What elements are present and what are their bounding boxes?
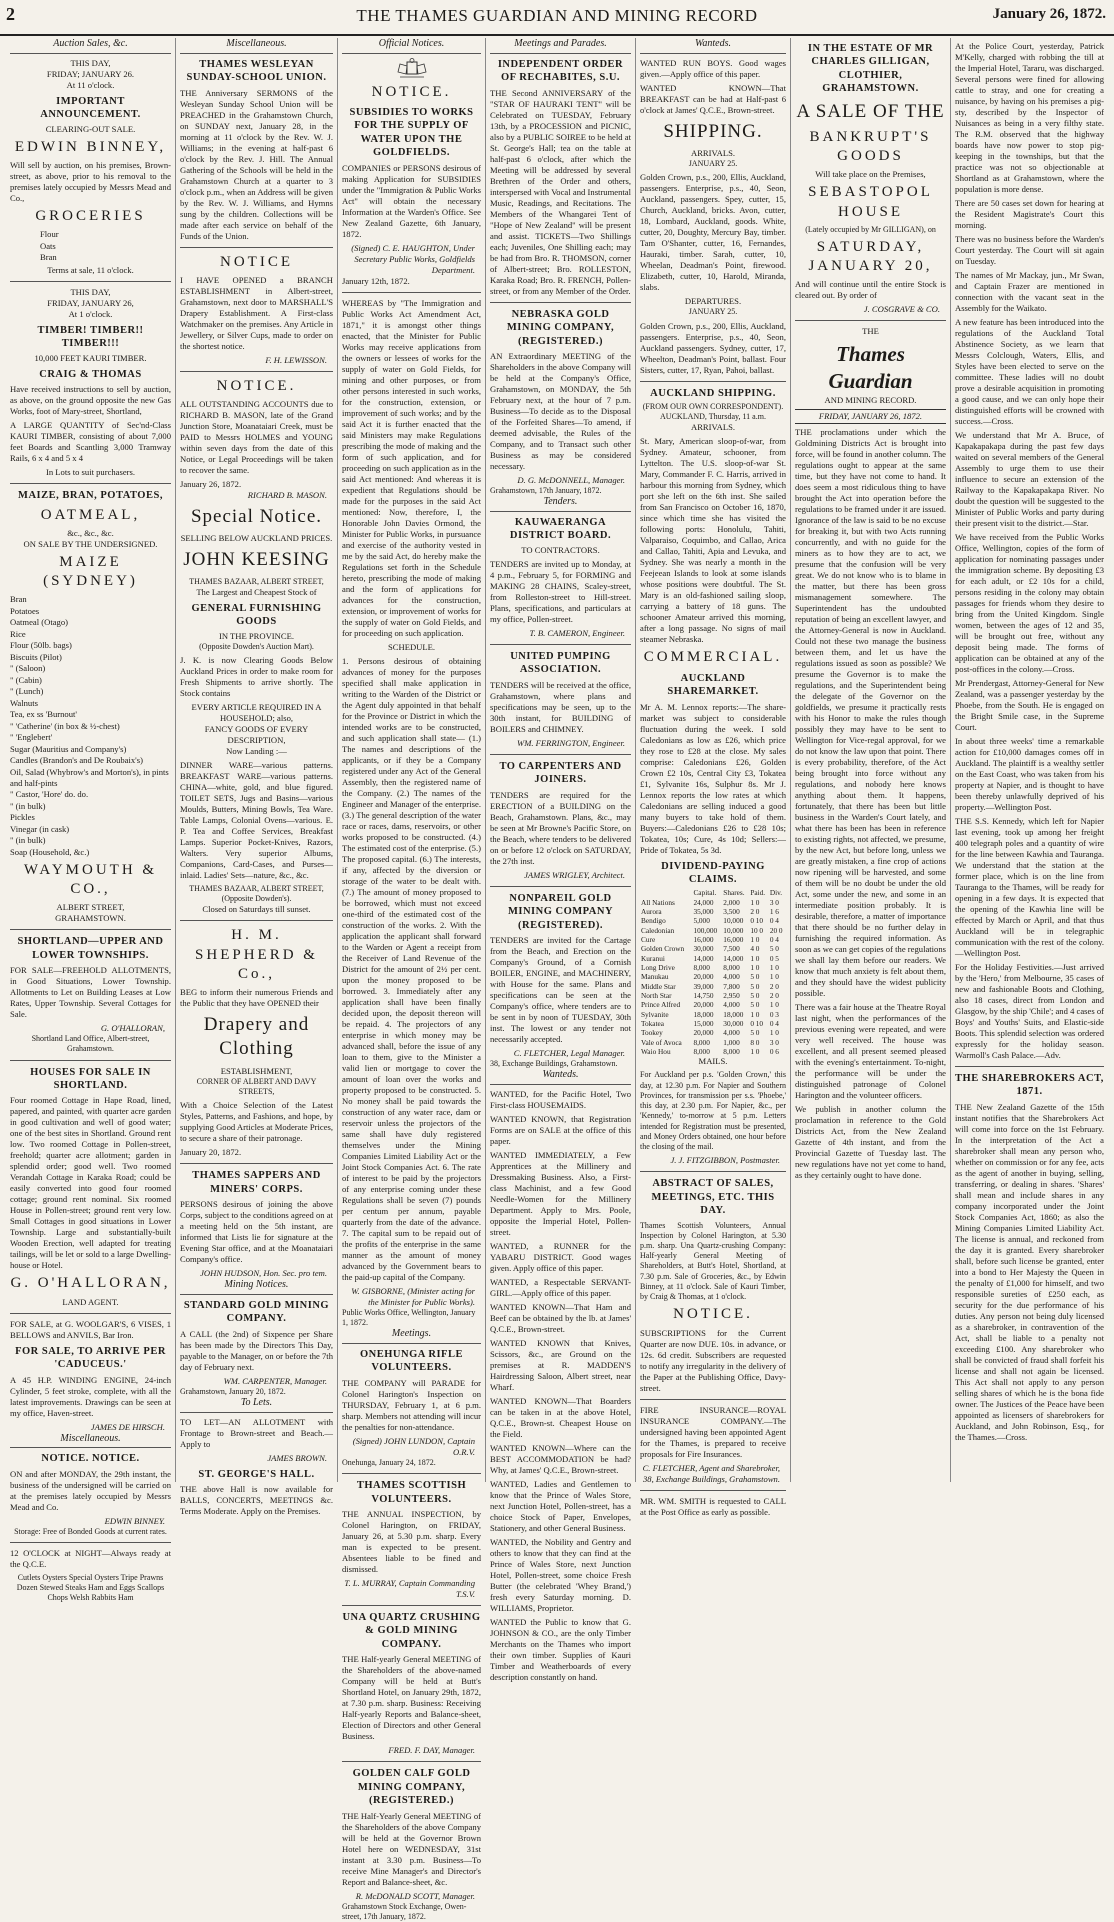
table-row: Prince Alfred 20,000 4,000 5 0 1 0 bbox=[641, 1000, 779, 1010]
list-item: Potatoes bbox=[10, 605, 40, 616]
ad-heading: MAIZE, BRAN, POTATOES, bbox=[18, 490, 163, 502]
ad-text: THE ANNUAL INSPECTION, by Colonel Harington, on FRIDAY, January 26, at 5.30 p.m. sharp. Every man is expected to be present. Absentees liable to be fined and dismissed. bbox=[342, 1508, 481, 1574]
table-row: Sylvanite 18,000 18,000 1 0 0 3 bbox=[641, 1009, 779, 1019]
newspaper-title: THE THAMES GUARDIAN AND MINING RECORD bbox=[356, 6, 758, 25]
list-item: Pickles bbox=[10, 812, 35, 823]
ad-signature: JOHN HUDSON, Hon. Sec. pro tem. bbox=[200, 1268, 327, 1279]
ad-text: FIRE INSURANCE—ROYAL INSURANCE COMPANY.—The undersigned having been appointed Agent for the Thames, is prepared to receive proposals for Fire Insurances. bbox=[640, 1404, 786, 1459]
section-heading: To Lets. bbox=[180, 1397, 333, 1413]
ad-signature: D. G. McDONNELL, Manager. bbox=[517, 474, 625, 485]
editorial-date: FRIDAY, JANUARY 26, 1872. bbox=[795, 409, 946, 424]
abstract-text: Thames Scottish Volunteers, Annual Inspection by Colonel Harington, at 5.30 p.m. sharp. Una Quartz-crushing Company: Half-yearly General Meeting of Shareholders, at Butt's Hotel, Shortland, at 7.30 p.m. Sale of Groceries, &c., by Edwin Binney, at 11 o'clock. Sale of Kauri Timber, by Craig & Thomas, at 1 o'clock. bbox=[640, 1220, 786, 1302]
table-row: Waio Hou 8,000 8,000 1 0 0 6 bbox=[641, 1047, 779, 1056]
ad-text: A LARGE QUANTITY of Sec'nd-Class KAURI TIMBER, consisting of about 7,000 feet Boards and Scantling 3,000 Tramway Rails, 6 x 4 and 5 x 4 bbox=[10, 420, 171, 464]
ad-signature: FRED. F. DAY, Manager. bbox=[388, 1745, 475, 1756]
ad-date: Grahamstown, January 20, 1872. bbox=[180, 1386, 286, 1396]
list-item: Rice bbox=[10, 628, 26, 639]
list-item: " (Cabin) bbox=[10, 674, 42, 685]
table-row: Tokatea 15,000 30,000 0 10 0 4 bbox=[641, 1019, 779, 1029]
list-item: Oats bbox=[40, 240, 56, 251]
table-row: North Star 14,750 2,950 5 0 2 0 bbox=[641, 991, 779, 1001]
section-heading: Meetings. bbox=[342, 1328, 481, 1344]
news-paragraph: The names of Mr Mackay, jun., Mr Swan, and Captain Frazer are mentioned in connection with the vacant seat in the Assembly for the Waikato. bbox=[955, 270, 1104, 313]
list-item: Soap (Household, &c.) bbox=[10, 846, 90, 857]
section-heading: Miscellaneous. bbox=[180, 38, 333, 54]
ad-heading: NONPAREIL GOLD MINING COMPANY (REGISTERED). bbox=[507, 892, 614, 931]
ad-signature: R. McDONALD SCOTT, Manager. bbox=[355, 1890, 475, 1901]
list-item: Oatmeal (Otago) bbox=[10, 617, 68, 628]
news-text: Mr A. M. Lennox reports:—The share-market was subject to considerable fluctuation during the week. I sold Caledonians as low as £26, which price they rose to £28 at the close. My sales comprise: Caledonians £26, Golden Crown £2 10s, Central City £3, Tokatea £1, Sylvanite 16s, Sulphur 8s. Mr J. Lennox reports the low rates at which Caledonians are selling induced a good many buyers to take hold of them. Buyers:—Caledonians £26 to £28 10s; Tokatea, 10s; Cure, 4s 10d; Sellers:—Pride of Tokatea, 5s 3d. bbox=[640, 701, 786, 855]
list-item: Biscuits (Pilot) bbox=[10, 651, 62, 662]
section-heading: Official Notices. bbox=[342, 38, 481, 54]
auctioneer-name: EDWIN BINNEY, bbox=[14, 138, 167, 155]
ad-heading: THAMES WESLEYAN SUNDAY-SCHOOL UNION. bbox=[186, 58, 327, 84]
ad-address: THAMES BAZAAR, ALBERT STREET, bbox=[189, 576, 324, 586]
ad-text: A CALL (the 2nd) of Sixpence per Share has been made by the Directors This Day, payable to the Manager, on or before the 7th day of February next. bbox=[180, 1328, 333, 1372]
news-paragraph: Mr Prendergast, Attorney-General for New Zealand, was a passenger yesterday by the Phoebe, from the South. He is engaged on the Bright Smile case, in the Supreme Court. bbox=[955, 678, 1104, 732]
ad-heading: GOLDEN CALF GOLD MINING COMPANY, (REGISTERED.) bbox=[352, 1768, 471, 1807]
wanted-ad: WANTED, a RUNNER for the YABARU DISTRICT. Good wages given. Apply office of this paper. bbox=[490, 1240, 631, 1273]
ad-heading: HOUSES FOR SALE IN SHORTLAND. bbox=[30, 1066, 151, 1092]
list-item: " Castor, 'Hore' do. do. bbox=[10, 789, 89, 800]
ad-name: JOHN KEESING bbox=[183, 549, 330, 571]
page-number: 2 bbox=[6, 4, 15, 24]
wanted-ad: WANTED RUN BOYS. Good wages given.—Apply office of this paper. bbox=[640, 57, 786, 79]
ad-date: Onehunga, January 24, 1872. bbox=[342, 1457, 436, 1467]
ad-text: PERSONS desirous of joining the above Corps, subject to the conditions agreed on at a meeting held on the 5th instant, are informed that Lists lie for signature at the Evening Star office, and at the Moanataiari Company's office. bbox=[180, 1199, 333, 1265]
ad-text: FOR SALE—FREEHOLD ALLOTMENTS, in Good Situations, Lower Township. Allotments to Let on Building Leases at Low Rates, Upper Township. Several Cottages for Sale. bbox=[10, 965, 171, 1020]
ad-text: DINNER WARE—various patterns. BREAKFAST WARE—various patterns. CHINA—white, gold, and blue figured. TOILET SETS, Jugs and Basins—various Moulds, Butters, Mining Bowls, Tea Ware. Table Lamps, Colonial Ovens—various. E. P. Tea and Coffee Services, Breakfast Lamps. Superior Pocket-Knives, Razors, Walters. Very superior Albums, Companions, Card-Cases, and Purses—inlaid. Ladies' Sets—nature, &c., &c. bbox=[180, 760, 333, 881]
ad-text: AN Extraordinary MEETING of the Shareholders in the above Company will be held at the Company's Office, Grahamstown, on MONDAY, the 5th February next, at the hour of 7 p.m. Business—To decide as to the Disposal of the Forfeited Shares—To amend, if deemed advisable, the Rules of the Company, and to Transact such other Business as may be considered necessary. bbox=[490, 350, 631, 471]
schedule-heading: SCHEDULE. bbox=[387, 641, 436, 652]
list-item: Bran bbox=[10, 594, 27, 605]
news-paragraph: There are 50 cases set down for hearing at the Resident Magistrate's Court this morning. bbox=[955, 198, 1104, 230]
article-heading: THE SHAREBROKERS ACT, 1871. bbox=[955, 1073, 1104, 1098]
table-row: Cure 16,000 16,000 1 0 0 4 bbox=[641, 935, 779, 945]
table-header-row: Capital. Shares. Paid. Div. bbox=[693, 888, 783, 898]
table-row: Middle Star 39,000 7,800 5 0 2 0 bbox=[641, 981, 779, 991]
ad-terms: Terms at sale, 11 o'clock. bbox=[47, 265, 134, 276]
ad-role: LAND AGENT. bbox=[62, 1296, 119, 1307]
ad-text: Closed on Saturdays till sunset. bbox=[202, 904, 311, 915]
ad-text: ON and after MONDAY, the 29th instant, the business of the undersigned will be carried on at the premises lately occupied by Messrs Mead and Co. bbox=[10, 1468, 171, 1512]
ad-date: Grahamstown Stock Exchange, Owen-street, 17th January, 1872. bbox=[342, 1901, 467, 1921]
paper-the: THE bbox=[862, 326, 879, 337]
ad-date: January 12th, 1872. bbox=[342, 275, 410, 286]
table-row: Long Drive 8,000 8,000 1 0 1 0 bbox=[641, 963, 779, 973]
list-item: Flour (50lb. bags) bbox=[10, 640, 72, 651]
editorial-text: We publish in another column the proclamation in reference to the Gold Districts Act, from the New Zealand Gazette of 4th instant, and from the Provincial Gazette of Tuesday last. The new regulations have not yet come to hand, as they certainly ought to have done. bbox=[795, 1104, 946, 1181]
ad-text: THE Anniversary SERMONS of the Wesleyan Sunday School Union will be PREACHED in the Grahamstown Church, on SUNDAY next, January 28, in the morning at 11 o'clock by the Rev. W. J. Williams; in the evening at half-past 6 o'clock by the Rev. J. Hill. The Annual Gathering of the Schools will be held in the Grahamstown Church at a quarter to 3 o'clock p.m., when an Address will be given by the Rev. W. J. Williams, and Hymns sung by the children. Collections will be made after each service on behalf of the Funds of the Union. bbox=[180, 87, 333, 241]
table-row: Manukau 20,000 4,000 5 0 1 0 bbox=[641, 972, 779, 982]
ad-heading: THAMES SAPPERS AND MINERS' CORPS. bbox=[192, 1170, 321, 1195]
wanted-ad: WANTED IMMEDIATELY, a Few Apprentices at the Millinery and Dressmaking Business. Also, a First-class Machinist, and a few Good Needle-Women for the Millinery Department. Apply to Mrs. Poole, opposite the Imperial Hotel, Pollen-street. bbox=[490, 1149, 631, 1237]
commercial-heading: COMMERCIAL. bbox=[643, 649, 783, 666]
table-row: Tookey 20,000 4,000 5 0 1 0 bbox=[641, 1028, 779, 1038]
mails-heading: MAILS. bbox=[698, 1056, 728, 1067]
list-item: Bran bbox=[40, 252, 57, 263]
ad-address: CORNER OF ALBERT AND DAVY STREETS, bbox=[196, 1076, 317, 1096]
issue-date: January 26, 1872. bbox=[992, 6, 1106, 22]
wanted-ad: WANTED KNOWN—That BREAKFAST can be had at Half-past 6 o'clock at James' Q.C.E., Brown-street. bbox=[640, 82, 786, 115]
section-heading: Auction Sales, &c. bbox=[10, 38, 171, 54]
list-item: " (Saloon) bbox=[10, 663, 46, 674]
ad-heading: STANDARD GOLD MINING COMPANY. bbox=[183, 1299, 330, 1325]
list-item: Oil, Salad (Whybrow's and Morton's), in pints and half-pints bbox=[10, 766, 169, 788]
ad-heading: KAUWAERANGA DISTRICT BOARD. bbox=[509, 517, 612, 542]
ad-text: FOR SALE, at G. WOOLGAR'S, 6 VISES, 1 BELLOWS and ANVILS, Bar Iron. bbox=[10, 1318, 171, 1340]
ad-display-word: BANKRUPT'S GOODS bbox=[809, 129, 932, 165]
ad-text: TENDERS are required for the ERECTION of a BUILDING on the Beach, Grahamstown. Plans, &c., may be seen at Mr Browne's Pacific Store, on the Beach, where tenders to be delivered on or before 12 o'clock on SATURDAY, the 27th inst. bbox=[490, 789, 631, 866]
ad-display-word: Drapery and Clothing bbox=[203, 1014, 310, 1060]
table-row: Vale of Avoca 8,000 1,000 8 0 3 0 bbox=[641, 1037, 779, 1047]
ad-date: AUCKLAND, Thursday, 11 a.m. bbox=[660, 412, 766, 422]
column-official-notices bbox=[338, 38, 486, 1921]
ad-address: THAMES BAZAAR, ALBERT STREET, (Opposite Dowden's). bbox=[189, 884, 324, 904]
ad-heading: GENERAL FURNISHING GOODS bbox=[191, 602, 322, 628]
ad-display-word: A SALE OF THE bbox=[796, 100, 945, 122]
section-heading: Tenders. bbox=[490, 496, 631, 512]
ad-heading: IMPORTANT ANNOUNCEMENT. bbox=[40, 95, 141, 121]
ad-text: THE above Hall is now available for BALLS, CONCERTS, MEETINGS &c. Terms Moderate. Apply on the Premises. bbox=[180, 1484, 333, 1517]
notice-heading: NOTICE. bbox=[673, 1306, 753, 1323]
ad-heading: ONEHUNGA RIFLE VOLUNTEERS. bbox=[360, 1349, 463, 1374]
wanted-ad: WANTED, Ladies and Gentlemen to know that the Prince of Wales Store, next Junction Hotel, Pollen-street, has a choice Stock of Paper, Envelopes, Stationery, and other General Business. bbox=[490, 1478, 631, 1533]
ad-text: IN THE PROVINCE. bbox=[218, 630, 295, 641]
firm-name: WAYMOUTH & CO., bbox=[23, 861, 158, 898]
ad-time: At 11 o'clock. bbox=[66, 79, 115, 90]
column-meetings-tenders bbox=[486, 38, 636, 1682]
ad-text: BEG to inform their numerous Friends and the Public that they have OPENED their bbox=[180, 987, 333, 1009]
ad-text: THE Second ANNIVERSARY of the "STAR OF HAURAKI TENT" will be Celebrated on TUESDAY, February 13th, by a PROCESSION and PICNIC, also by a PUBLIC SOIREE to be held at St. George's Hall; tea on the table at half-past 6 o'clock, after which the Meeting will be addressed by several Brethren of the Order and others, interspersed with Vocal and Instrumental Music, Readings, and Recitations. The Members of the Whangarei Tent of "Hope of New Zealand" will be present and assist. TICKETS—Two Shillings each; Juveniles, One Shilling each; may be had from Bro. R. THOMSON, corner of Albert-street; Bro. ROLLESTON, Karaka Road; Bro. R. FRENCH, Pollen-street, or from any Member of the Order. bbox=[490, 87, 631, 296]
ad-heading: ST. GEORGE'S HALL. bbox=[198, 1468, 315, 1480]
news-paragraph: There was no business before the Warden's Court yesterday. The Court will sit again on Tuesday. bbox=[955, 234, 1104, 266]
list-item: " (in bulk) bbox=[10, 800, 46, 811]
section-heading: Wanteds. bbox=[490, 1069, 631, 1085]
wanted-ad: WANTED KNOWN—Where can the BEST ACCOMMODATION be had? Why, at James' Q.C.E., Brown-street. bbox=[490, 1442, 631, 1475]
editorial-text: There was a fair house at the Theatre Royal last night, when the performances of the previous evening were repeated, and were very well received. The house was excellent, and all present seemed pleased with the evening's entertainment. To-night, the performance will be under the distinguished patronage of Colonel Harington and the volunteer officers. bbox=[795, 1002, 946, 1101]
ad-text: THE Half-yearly General MEETING of the Shareholders of the above-named Company will be held at Butt's Shortland Hotel, on January 29th, 1872, at 7.30 p.m. sharp. Business: Receiving Half-yearly Reports and Balance-sheet, Election of Directors and other General Business. bbox=[342, 1654, 481, 1742]
table-row: Golden Crown 30,000 7,500 4 0 5 0 bbox=[641, 944, 779, 954]
wanted-ad: WANTED, the Nobility and Gentry and others to know that they can find at the Prince of Wales Store, next Junction Hotel, Pollen-street, some choice Fresh Butter (the celebrated 'Whey Brand,') fresh every Saturday morning. D. WILLIAMS, Proprietor. bbox=[490, 1536, 631, 1613]
ad-signature: JAMES WRIGLEY, Architect. bbox=[524, 869, 625, 880]
ad-text: FANCY GOODS OF EVERY DESCRIPTION, bbox=[204, 724, 309, 746]
paper-name: Thames Guardian bbox=[828, 342, 913, 394]
ad-text: With a Choice Selection of the Latest Styles, Patterns, and Fashions, and hope, by supplying Good Articles at Moderate Prices, to secure a share of their patronage. bbox=[180, 1100, 333, 1144]
wanted-ad: WANTED KNOWN that Knives, Scissors, &c., are Ground on the premises at R. MADDEN'S Hairdressing Saloon, Albert street, near Wharf. bbox=[490, 1337, 631, 1392]
ad-heading: NOTICE bbox=[220, 253, 293, 270]
ad-signature: EDWIN BINNEY. bbox=[104, 1515, 165, 1526]
ad-signature: (Signed) JOHN LUNDON, Captain O.R.V. bbox=[352, 1435, 475, 1457]
ad-text: TENDERS are invited for the Cartage from the Beach, and Erection on the Company's Ground, of a Cornish BOILER, ENGINE, and MACHINERY, with House for the same. Plans and specifications can be seen at the Company's office, where tenders are to be sent in by noon of TUESDAY, 30th inst. The lowest or any tender not necessarily accepted. bbox=[490, 934, 631, 1044]
ad-signature: RICHARD B. MASON. bbox=[247, 490, 327, 501]
ad-display-word: MAIZE (SYDNEY) bbox=[43, 553, 138, 590]
departures-heading: DEPARTURES. bbox=[684, 296, 742, 307]
item-list bbox=[10, 594, 171, 858]
ad-date: January 20, 1872. bbox=[180, 1147, 242, 1158]
ad-display-word: GROCERIES bbox=[35, 207, 146, 224]
list-item: Candles (Brandon's and De Roubaix's) bbox=[10, 755, 143, 766]
wanted-ad: WANTED the Public to know that G. JOHNSON & CO., are the only Timber Merchants on the Thames who import their own timber. Supplies of Kauri Timber and Weatherboards of every description constantly on hand. bbox=[490, 1616, 631, 1682]
royal-arms-icon bbox=[394, 58, 430, 80]
departures-list: Golden Crown, p.s., 200, Ellis, Auckland, passengers. Enterprise, p.s., 40, Seon, Auckland passengers. Sydney, cutter, 17, Wheelton, Deadman's Point, ballast. Four Sisters, cutter, 17, Ryan, Pahoi, ballast. bbox=[640, 320, 786, 375]
ad-signature: C. FLETCHER, Legal Manager. bbox=[513, 1047, 625, 1058]
ad-text: Will sell by auction, on his premises, Brown-street, as above, prior to his removal to the premises lately occupied by Messrs Mead and Co., bbox=[10, 159, 171, 203]
ad-day: THIS DAY, bbox=[70, 57, 111, 68]
ad-text: THE COMPANY will PARADE for Colonel Harington's Inspection on THURSDAY, February 1, at 6 p.m. sharp. Members not attending will incur the penalties for non-attendance. bbox=[342, 1377, 481, 1432]
ad-text: TO LET—AN ALLOTMENT with Frontage to Brown-street and Beach.—Apply to bbox=[180, 1416, 333, 1449]
ad-heading: AUCKLAND SHIPPING. bbox=[650, 387, 776, 399]
news-paragraph: At the Police Court, yesterday, Patrick M'Kelly, charged with robbing the till at the Imperial Hotel, Tararu, was discharged. Several persons were fined for allowing cattle to stray, and one for creating a nuisance, by having on his premises a pig-sty, described by the Inspector of Nuisances as being in a very filthy state. The R.M. observed that the highway boards have now power to stop pig-keeping in the townships, but that the practice was not so objectionable at Shortland as at Grahamstown, where the population is more dense. bbox=[955, 41, 1104, 194]
ad-subheading: TO CONTRACTORS. bbox=[521, 544, 600, 555]
firm-name: CRAIG & THOMAS bbox=[39, 368, 142, 380]
ad-text: The Largest and Cheapest Stock of bbox=[196, 586, 317, 597]
list-item: Vinegar (in cask) bbox=[10, 823, 70, 834]
ad-subheading: 10,000 FEET KAURI TIMBER. bbox=[34, 352, 147, 363]
column-editorial bbox=[791, 38, 951, 1482]
list-item: Tea, ex ss 'Burnout' bbox=[10, 709, 77, 720]
ad-text: Now Landing :— bbox=[226, 746, 287, 757]
section-heading: Meetings and Parades. bbox=[490, 38, 631, 54]
column-miscellaneous bbox=[176, 38, 338, 1517]
departures-date: JANUARY 25. bbox=[688, 307, 738, 317]
arrivals-heading: ARRIVALS. bbox=[690, 148, 735, 159]
dividend-table bbox=[640, 888, 786, 1056]
ad-text: ESTABLISHMENT, bbox=[220, 1065, 293, 1076]
table-row: Bendigo 5,000 10,000 0 10 0 4 bbox=[641, 916, 779, 926]
ad-signature: F. H. LEWISSON. bbox=[265, 354, 327, 365]
ad-signature: T. B. CAMERON, Engineer. bbox=[529, 627, 625, 638]
editorial-text: THE proclamations under which the Goldmining Districts Act is brought into force, will be found in another column. The regulations ought to appear at the same time, but they have not come to hand. It does seem a most ridiculous thing to have brought the Act into operation before the regulations to be framed under it are issued. Ignorance of the law is said to be no excuse for breaking it, but with two Acts running concurrently, and with no guide for the miners as to how they are to act, we presume that the confusion will be very great. We do not know who is to blame in the matter, but there has been gross mismanagement somewhere. The Superintendent has the undoubted reputation of being an excellent lawyer, and the Attorney-General is now in Auckland. Could not these two manage the business between them, and let us have the regulations issued as soon as possible? We presume the Governor is to make the regulations, and the Superintendent being the delegate of the Governor on the goldfields, we presume it practically rests with his Honor to make the rules though possibly they may have to be sent to Wellington for Vice-regal approval, for we do not know the law upon that point. There is every probability, therefore, of the Act being brought into force without any regulations, and nobody here knows anything about them. It happens, fortunately, that there has been but little business in the Warden's Court lately, and what there has been has been in reference to existing rights, not affected, we presume, by the new Act, but before long, unless we are greatly mistaken, a fine crop of actions now ripening will be harvested, and some of them will be no doubt be under the old Act, some under the new, and some in an intermediate position probably. It is desirable, therefore, a matter of importance that there should be no further delay in furnishing the required information. As soon as we can get copies of the regulations we shall lay them before our readers. We know that much anxiety is felt about them, and they should have the widest publicity possible. bbox=[795, 427, 946, 999]
arrivals-list: Golden Crown, p.s., 200, Ellis, Auckland, passengers. Enterprise, p.s., 40, Seon, Auckland, passengers. Spey, cutter, 15, Church, Auckland, bricks. Avon, cutter, 18, Lombard, Auckland, goods. White, cutter, 20, Doughty, Mercury Bay, timber. Tam O'Shanter, cutter, 16, Fernandes, Hauraki, timber. Sarah, cutter, 10, Wheelan, Deadman's Point, firewood. Elizabeth, cutter, 10, Harold, Miranda, slabs. bbox=[640, 172, 786, 293]
masthead bbox=[0, 0, 1114, 36]
ad-text: ON SALE BY THE UNDERSIGNED. bbox=[23, 538, 158, 549]
ad-time: At 1 o'clock. bbox=[68, 309, 113, 320]
ad-address: Shortland Land Office, Albert-street, Grahamstown. bbox=[31, 1034, 150, 1054]
ad-date: Grahamstown, 17th January, 1872. bbox=[490, 485, 602, 495]
item-list bbox=[10, 229, 171, 263]
ad-text: COMPANIES or PERSONS desirous of making Application for SUBSIDIES under the "Immigration & Public Works Act" will obtain the necessary Information at the Warden's Office. See New Zealand Gazette, 6th January, 1872. bbox=[342, 162, 481, 239]
column-auction-sales bbox=[6, 38, 176, 1603]
arrivals-date: JANUARY 25. bbox=[688, 159, 738, 169]
ad-heading: NOTICE. bbox=[216, 377, 297, 394]
news-paragraph: In about three weeks' time a remarkable action for £10,000 damages comes off in Auckland. The plaintiff is a wealthy settler on the East Coast, who was taken from his property at Napier, and is thought to have been thereby unlawfully deprived of his property.—Wellington Post. bbox=[955, 736, 1104, 812]
ad-text: THE Half-Yearly General MEETING of the Shareholders of the above Company will be held at the Governor Brown Hotel here on WEDNESDAY, 31st instant at 3.30 p.m. Business—To receive Mine Manager's and Director's Report and Balance-sheet, &c. bbox=[342, 1810, 481, 1887]
ad-text: WHEREAS by "The Immigration and Public Works Act Amendment Act, 1871," it is amongst other things enacted, that the Minister for Public Works may receive applications from the owners or lessees of works for the supply of water on Gold Fields, for mining and other purposes, or from other persons interested in such works, for the construction, extension, or improvement of such works; and by the said Act it is further enacted that the said Ministers may make Regulations prescribing the mode of making and the form of such application, and for proceeding on such application as in the said Act mentioned: And whereas it is expedient that Regulations should be made for the purposes in the said Act mentioned: Now, therefore, I, the Honorable John Davies Ormond, the Minister for Public Works, in pursuance and exercise of the authority vested in me by the said Act, do hereby make the Regulations set forth in the Schedule hereto, prescribing the mode of making and the form of applications for advances for the construction, extension, or improvement of works for the supply of water on Gold Fields, and for proceeding on such application. bbox=[342, 297, 481, 638]
ad-signature: G. O'HALLORAN, bbox=[10, 1275, 171, 1292]
section-heading: Wanteds. bbox=[640, 38, 786, 54]
ad-heading: DIVIDEND-PAYING CLAIMS. bbox=[661, 860, 765, 885]
list-item: Sugar (Mauritius and Company's) bbox=[10, 743, 127, 754]
ad-text: TENDERS will be received at the office, Grahamstown, where plans and specifications may be seen, up to the 30th instant, for BUILDING of BOILERS and CHIMNEY. bbox=[490, 679, 631, 734]
ad-heading: NOTICE. bbox=[371, 83, 452, 100]
ad-display-word: OATMEAL, bbox=[40, 506, 141, 523]
table-row: All Nations 24,000 2,000 1 0 3 0 bbox=[641, 897, 779, 907]
article-text: THE New Zealand Gazette of the 15th instant notifies that the Sharebrokers Act will come into force on the 1st February. In the interpretation of the Act a sharebroker shall mean any person who, whether on commission or for any fee, acts as the agent of another in buying, selling, transferring, or dealing in shares. 'Shares' shall mean and include shares in any company incorporated under the Joint Stock Companies Act, 1860; as also the Mining Companies Limited Liability Act. The license is annual, and reckoned from the day it is granted. Every sharebroker shall, before such license be granted, enter into a bond to Her Majesty the Queen in the penalty of £1,000 for himself, and two responsible sureties of £250 each, as security for the due performance of his duties. Any person not being duly licensed as a sharebroker, in contravention of the Act, shall be liable to a penalty not exceeding £100. Any sharebroker who shall be convicted of fraud shall forfeit his license and shall not again be licensed. This Act shall not apply to any person selling shares of which he is the bona fide owner. The Justices of the Peace have been appointed as licensers of sharebrokers for Auckland, and John Robinson, Esq., for the Thames.—Cross. bbox=[955, 1101, 1104, 1442]
ad-day: THIS DAY, bbox=[70, 287, 111, 298]
ad-heading: NOTICE. NOTICE. bbox=[41, 1453, 140, 1465]
section-heading: Mining Notices. bbox=[180, 1279, 333, 1295]
ad-text: EVERY ARTICLE REQUIRED IN A HOUSEHOLD; also, bbox=[191, 702, 322, 724]
ad-text: J. K. is now Clearing Goods Below Auckland Prices in order to make room for Fresh Shipments to arrive shortly. The Stock contains bbox=[180, 655, 333, 699]
arrivals-heading: ARRIVALS. bbox=[690, 422, 735, 433]
ad-name: H. M. SHEPHERD & Co., bbox=[195, 927, 318, 982]
firm-street: ALBERT STREET, bbox=[56, 902, 125, 913]
news-paragraph: THE S.S. Kennedy, which left for Napier last evening, took up among her freight 400 telegraph poles and a quantity of wire for the line between Kawhia and Tauranga. We understand that the station at the former place, which is on the line from Tauranga to the Thames, will be ready for opening in a few days. It is expected that the opening of the Kawhia line will be effected by March or April, and that thus Auckland will be in telegraphic communication with the rest of the colony.—Wellington Post. bbox=[955, 816, 1104, 958]
column-news bbox=[951, 38, 1108, 1482]
ad-text: 1. Persons desirous of obtaining advances of money for the purposes specified shall make application in writing to the Warden of the District or the Agent duly appointed in that behalf for the Province or District in which the intended works are to be constructed, and such application shall state— (1.) The names and descriptions of the applicants, or if they be a Company registered under any Act of the General Assembly, then the registered name of the Company. (2.) The names of the Engineer and Manager of the enterprise. (3.) The general description of the water race or races, dams, reservoirs, or other works proposed to be constructed. (4.) The estimated cost of the enterprise. (5.) The proposed capital. (6.) The interests, if any, affected by the diversion or storage of the water to be dealt with. (7.) The amount of money proposed to be borrowed, which must not exceed one-third of the estimated cost of the construction of the works. 2. With the application the applicant shall forward to the Warden or Agent a receipt from the Receiver of Land Revenue of the District for the amount of 2½ per cent. upon the money proposed to be borrowed. 3. Immediately after any application shall have been finally decided upon, the deposit thereon will be repaid. 4. The projectors of any enterprise in which money may be advanced shall, before the issue of any loan to them, give to the Minister a valid lien or mortgage to cover the amount of loan over the works and property proposed to be constructed. 5. No money shall be paid towards the construction of any water race, dam or reservoir unless the projectors of the same shall have duly registered themselves under the Mining Companies Limited Liability Act or the Joint Stock Companies Act. 6. The rate of interest to be paid by the projectors of any enterprise coming under these Regulations shall be seven (7) pounds per centum per annum, payable quarterly from the date of the advance. 7. The capital sum to be repaid out of the profits of the enterprise in the same manner as the amount of money advanced by the Government bears to the paid-up capital of the Company. bbox=[342, 655, 481, 1282]
list-item: Flour bbox=[40, 229, 59, 240]
ad-text: Four roomed Cottage in Hape Road, lined, papered, and painted, with quarter acre garden in good cultivation and well of good water; one of the best sites in Shortland. Ground rent low. Two roomed Cottage in Pollen-street, freehold; quarter acre allotment; garden in splendid order; good well. Two roomed Verandah Cottage in Karaka Road; could be easily converted into good four roomed cottage; ground rent nominal. Six roomed House in Pollen-street; ground rent very low. Small Cottages in good situations in Lower Township. Large and substantially-built Wooden Erection, well adapted for treating tailings, will be let or sold to a large Dwelling-house or Hotel. bbox=[10, 1095, 171, 1271]
table-row: Aurora 35,000 3,500 2 0 1 6 bbox=[641, 907, 779, 917]
ad-subheading: SELLING BELOW AUCKLAND PRICES. bbox=[180, 533, 333, 544]
ad-heading: SUBSIDIES TO WORKS FOR THE SUPPLY OF WATER UPON THE GOLDFIELDS. bbox=[349, 106, 474, 159]
ad-date: 38, Exchange Buildings, Grahamstown. bbox=[490, 1058, 618, 1068]
ad-text: ALL OUTSTANDING ACCOUNTS due to RICHARD B. MASON, late of the Grand Junction Store, Moanataiari Creek, must be PAID to Messrs HOLMES and YOUNG within seven days from the date of this Notice, or Legal Proceedings will be taken to recover the same. bbox=[180, 399, 333, 476]
mails-text: For Auckland per p.s. 'Golden Crown,' this day, at 12.30 p.m. For Napier and Southern Provinces, for transmission per s.s. 'Phoebe,' this day, at 2.30 p.m. For Napier, &c., per 'Kennedy,' to-morrow at 5 p.m. Letters intended for Registration must be presented, and Money Orders obtained, one hour before the closing of the mail. bbox=[640, 1070, 786, 1151]
ad-text: Will take place on the Premises, bbox=[815, 169, 926, 180]
ad-heading: NEBRASKA GOLD MINING COMPANY, (REGISTERED.) bbox=[506, 308, 615, 347]
news-paragraph: We have received from the Public Works Office, Wellington, copies of the form of application for nominating passages under the immigration scheme. By depositing £3 for each adult, or £2 10s for a child, persons residing in the colony may obtain passages for friends whom they desire to bring from the United Kingdom. Single women, between the ages of 12 and 35, will be brought out free, without any deposit being made. The forms of application can be obtained at any of the post-offices in the colony.—Cross. bbox=[955, 532, 1104, 674]
ad-signature: C. FLETCHER, Agent and Sharebroker, 38, Exchange Buildings, Grahamstown. bbox=[642, 1462, 780, 1484]
page-columns bbox=[6, 38, 1108, 1921]
ad-signature: T. L. MURRAY, Captain Commanding T.S.V. bbox=[344, 1577, 475, 1599]
ad-text: (Opposite Dowden's Auction Mart). bbox=[199, 641, 314, 651]
shipping-heading: SHIPPING. bbox=[663, 120, 763, 142]
ad-heading: UNITED PUMPING ASSOCIATION. bbox=[510, 650, 611, 676]
ad-signature: W. GISBORNE, (Minister acting for the Minister for Public Works). bbox=[351, 1285, 475, 1307]
ad-text: I HAVE OPENED a BRANCH ESTABLISHMENT in Albert-street, Grahamstown, next door to MARSHALL'S Drapery Establishment. A First-class Watchmaker on the premises. Any Article in Jewellery, or Silver Cups, made to order on the shortest notice. bbox=[180, 274, 333, 351]
wanted-ad: WANTED KNOWN, that Registration Forms are on SALE at the office of this paper. bbox=[490, 1113, 631, 1146]
ad-signature: G. O'HALLORAN, bbox=[100, 1023, 165, 1034]
notice-text: SUBSCRIPTIONS for the Current Quarter are now DUE. 10s. in advance, or 12s. 6d credit. Subscribers are requested to notify any irregularity in the delivery of the Paper at the Publishing Office, Davy-street. bbox=[640, 1327, 786, 1393]
ad-text: Have received instructions to sell by auction, as above, on the ground opposite the new Gas Works, foot of Mary-street, Shortland, bbox=[10, 384, 171, 417]
ad-heading: AUCKLAND SHAREMARKET. bbox=[667, 672, 759, 698]
ad-heading: FOR SALE, TO ARRIVE PER 'CADUCEUS.' bbox=[15, 1345, 166, 1371]
ad-text: A 45 H.P. WINDING ENGINE, 24-inch Cylinder, 5 feet stroke, complete, with all the latest improvements. Drawings can be seen at my office, Haven-street. bbox=[10, 1374, 171, 1418]
ad-date: FRIDAY, JANUARY 26, bbox=[47, 298, 134, 309]
news-text: St. Mary, American sloop-of-war, from Sydney. Amateur, schooner, from Lyttelton. The U.S. sloop-of-war St. Mary, Commander F. C. Harris, arrived in harbour this morning from Sydney, which port she left on the 6th inst. She sailed from San Francisco on October 16, 1870, since which time she has visited the following ports: Honolulu, Tahiti, Valparaiso, Coquimbo, and Callao, Arica and Callao, Tahiti, Apia and Levuka, and Sydney. She was nearly a month in the Feejeean Islands to look at some islands whose positions were doubtful. The St. Mary is an old-fashioned sailing sloop, carrying a battery of 18 guns. The schooner Amateur arrived this morning, after a long passage. No signs of mail steamer Nebraska. bbox=[640, 436, 786, 645]
ad-heading: ABSTRACT OF SALES, MEETINGS, ETC. THIS DAY. bbox=[651, 1178, 775, 1217]
ad-heading: UNA QUARTZ CRUSHING & GOLD MINING COMPANY. bbox=[342, 1611, 481, 1650]
ad-display-word: SATURDAY, JANUARY 20, bbox=[808, 239, 933, 275]
ad-heading: SHORTLAND—UPPER AND LOWER TOWNSHIPS. bbox=[17, 936, 164, 961]
list-item: Walnuts bbox=[10, 697, 38, 708]
wanted-ad: WANTED KNOWN—That Ham and Beef can be obtained by the lb. at James' Q.C.E., Brown-street. bbox=[490, 1301, 631, 1334]
ad-heading: THAMES SCOTTISH VOLUNTEERS. bbox=[356, 1480, 467, 1505]
wanted-ad: WANTED KNOWN—That Boarders can be taken in at the above Hotel, Q.C.E., Brown-st. Cheapest House on the Field. bbox=[490, 1395, 631, 1439]
ad-date: Public Works Office, Wellington, January 1, 1872. bbox=[342, 1307, 476, 1327]
ad-text: In Lots to suit purchasers. bbox=[45, 467, 136, 478]
ad-display-word: SEBASTOPOL HOUSE bbox=[808, 184, 933, 220]
list-item: " 'Catherine' (in box & ½-chest) bbox=[10, 720, 120, 731]
table-row: Kuranui 14,000 14,000 1 0 0 5 bbox=[641, 953, 779, 963]
ad-signature: JAMES DE HIRSCH. bbox=[90, 1421, 165, 1432]
wanted-ad: WANTED, for the Pacific Hotel, Two First-class HOUSEMAIDS. bbox=[490, 1088, 631, 1110]
ad-heading: TIMBER! TIMBER!! TIMBER!!! bbox=[37, 325, 144, 350]
ad-text: And will continue until the entire Stock is cleared out. By order of bbox=[795, 279, 946, 301]
list-item: " 'Englebert' bbox=[10, 732, 53, 743]
ad-text: TENDERS are invited up to Monday, at 4 p.m., February 5, for FORMING and MAKING 28 CHAINS, Scaley-street, from Rolleston-street to Hill-street. Plans, specifications, and particulars at my office, Pollen-street. bbox=[490, 558, 631, 624]
ad-text: MR. WM. SMITH is requested to CALL at the Post Office as early as possible. bbox=[640, 1495, 786, 1517]
ad-signature: (Signed) C. E. HAUGHTON, Under Secretary Public Works, Goldfields Department. bbox=[351, 242, 475, 275]
ad-date: January 26, 1872. bbox=[180, 479, 242, 490]
paper-subtitle: AND MINING RECORD. bbox=[824, 395, 917, 406]
ad-signature: J. COSGRAVE & CO. bbox=[863, 304, 940, 315]
table-row: Caledonian 100,000 10,000 10 0 20 0 bbox=[641, 925, 783, 935]
ad-heading: INDEPENDENT ORDER OF RECHABITES, S.U. bbox=[497, 58, 624, 84]
ad-text: Storage: Free of Bonded Goods at current rates. bbox=[14, 1526, 167, 1536]
ad-etc: &c., &c., &c. bbox=[67, 527, 114, 538]
news-paragraph: For the Holiday Festivities.—Just arrived by the 'Hero,' from Melbourne, 35 cases of new and fashionable Boots and Clothing, also 18 cases, direct from London and Glasgow, by the ship 'Chile'; and 4 cases of Boys' and Youths' Suits, and Elastic-side Boots. This splendid selection was ordered expressly for the holiday season. Warmoll's Cash Palace.—Adv. bbox=[955, 962, 1104, 1060]
list-item: " (Lunch) bbox=[10, 686, 44, 697]
ad-signature: WM. CARPENTER, Manager. bbox=[223, 1375, 327, 1386]
wanted-ad: WANTED, a Respectable SERVANT-GIRL.—Apply office of this paper. bbox=[490, 1276, 631, 1298]
ad-date: FRIDAY; JANUARY 26. bbox=[46, 68, 135, 79]
ad-text: 12 O'CLOCK at NIGHT—Always ready at the Q.C.E. bbox=[10, 1547, 171, 1569]
ad-heading: TO CARPENTERS AND JOINERS. bbox=[499, 760, 622, 786]
ad-subheading: (FROM OUR OWN CORRESPONDENT). bbox=[642, 402, 784, 412]
news-paragraph: A new feature has been introduced into the regulations of the Auckland Total Abstinence Society, as we learn that Messrs Colclough, Waters, Ellis, and Styles have been elected to serve on the committee. These ladies will no doubt prove a desirable acquisition in promoting a good cause, and we can only hope their distinguished efforts will be crowned with success.—Cross. bbox=[955, 317, 1104, 426]
special-notice-heading: Special Notice. bbox=[190, 506, 323, 528]
ad-signature: WM. FERRINGTON, Engineer. bbox=[517, 737, 625, 748]
ad-text: (Lately occupied by Mr GILLIGAN), on bbox=[805, 224, 936, 234]
section-heading: Miscellaneous. bbox=[10, 1433, 171, 1449]
ad-signature: JAMES BROWN. bbox=[267, 1452, 327, 1463]
column-shipping-commercial bbox=[636, 38, 791, 1517]
news-paragraph: We understand that Mr A. Bruce, of Kapakapakapa during the past few days waited on several members of the General Assembly to urge them to use their influence to secure an extension of the Railway to the Kapakapakapa River. No doubt the question will be suggested to the Minister of Public Works and party during their present visit to the district.—Star. bbox=[955, 430, 1104, 528]
ad-signature: J. J. FITZGIBBON, Postmaster. bbox=[670, 1155, 780, 1166]
list-item: " (in bulk) bbox=[10, 835, 46, 846]
ad-subheading: CLEARING-OUT SALE. bbox=[45, 123, 136, 134]
ad-heading: IN THE ESTATE OF MR CHARLES GILLIGAN, CLOTHIER, GRAHAMSTOWN. bbox=[807, 43, 934, 95]
firm-town: GRAHAMSTOWN. bbox=[55, 913, 126, 924]
ad-items: Cutlets Oysters Special Oysters Tripe Prawns Dozen Stewed Steaks Ham and Eggs Scallops Chops Welsh Rabbits Ham bbox=[16, 1572, 165, 1603]
